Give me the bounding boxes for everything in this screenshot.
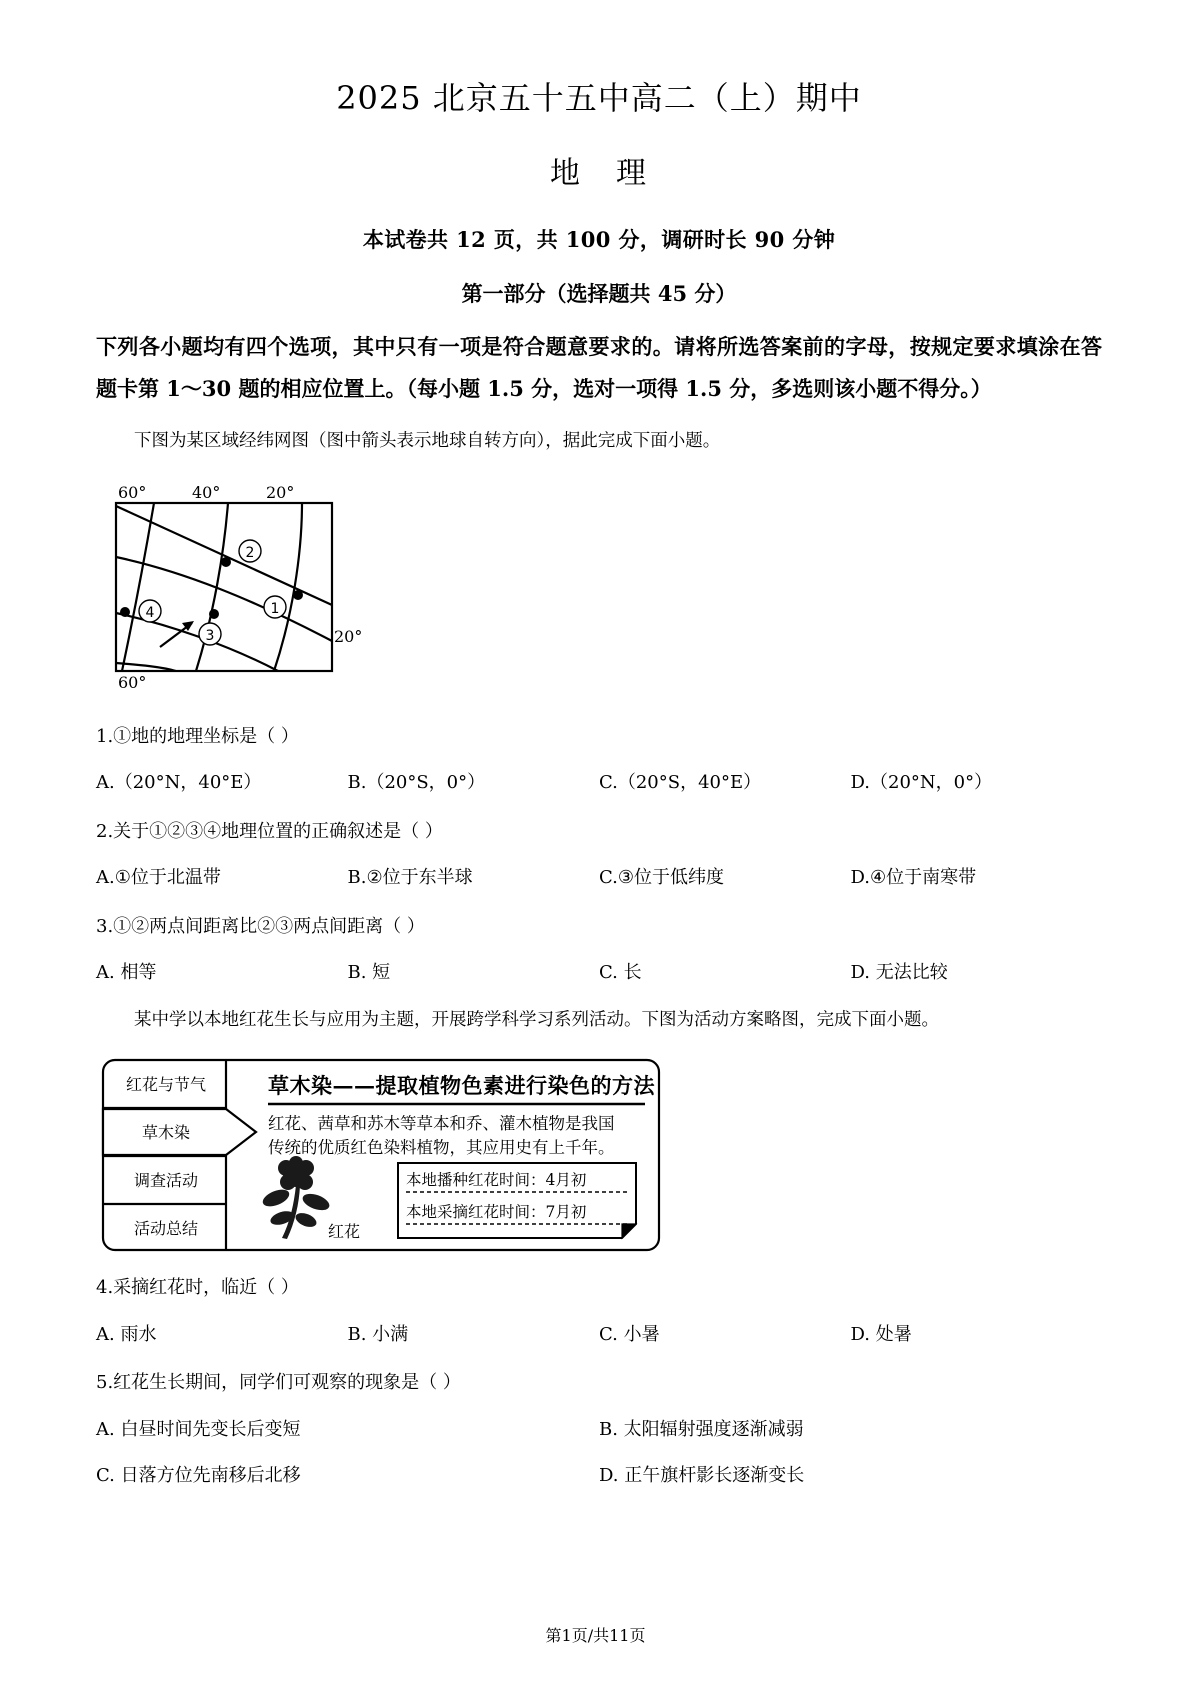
lat-label-60-bottom: 60° bbox=[118, 673, 147, 692]
lat-label-20-right: 20° bbox=[334, 627, 363, 646]
question-5-option-a[interactable]: A. 白昼时间先变长后变短 bbox=[96, 1418, 301, 1440]
point-4-label: 4 bbox=[145, 605, 155, 621]
subject-char-2: 理 bbox=[616, 156, 648, 191]
subject-title bbox=[96, 148, 1102, 192]
question-2-options bbox=[96, 862, 1102, 894]
question-4-option-c[interactable]: C. 小暑 bbox=[599, 1323, 660, 1345]
question-4-option-a[interactable]: A. 雨水 bbox=[96, 1323, 157, 1345]
question-1-options bbox=[96, 767, 1102, 799]
scheme-body-line-1: 红花、茜草和苏木等草本和乔、灌木植物是我国 bbox=[268, 1114, 615, 1134]
question-3-stem: 3.①②两点间距离比②③两点间距离（ ） bbox=[96, 915, 425, 937]
lon-label-60-top: 60° bbox=[118, 483, 147, 502]
question-4-stem: 4.采摘红花时，临近（ ） bbox=[96, 1277, 299, 1299]
subject-char-1: 地 bbox=[550, 156, 582, 191]
question-4-option-d[interactable]: D. 处暑 bbox=[850, 1323, 912, 1345]
note-harvest-time: 本地采摘红花时间：7月初 bbox=[406, 1203, 587, 1222]
question-1-option-b[interactable]: B.（20°S，0°） bbox=[347, 772, 486, 794]
question-3-options bbox=[96, 957, 1102, 989]
scheme-body-line-2: 传统的优质红色染料植物，其应用史有上千年。 bbox=[268, 1138, 615, 1158]
point-2-dot bbox=[221, 557, 231, 567]
question-5-stem: 5.红花生长期间，同学们可观察的现象是（ ） bbox=[96, 1372, 461, 1394]
lon-label-20-top: 20° bbox=[266, 483, 295, 502]
point-1-label: 1 bbox=[270, 601, 280, 617]
question-3-option-c[interactable]: C. 长 bbox=[599, 961, 642, 983]
sidebar-item-zongjie[interactable]: 活动总结 bbox=[133, 1219, 198, 1239]
question-5-options-row-2 bbox=[96, 1460, 1102, 1492]
question-5-option-b[interactable]: B. 太阳辐射强度逐渐减弱 bbox=[599, 1418, 804, 1440]
question-1-option-c[interactable]: C.（20°S，40°E） bbox=[599, 772, 762, 794]
question-5-options-row-1 bbox=[96, 1414, 1102, 1446]
instructions: 下列各小题均有四个选项，其中只有一项是符合题意要求的。请将所选答案前的字母，按规定要求填涂在答题卡第 1～30 题的相应位置上。（每小题 1.5 分，选对一项得 1.5 分，多选则该小题不得分。） bbox=[96, 334, 1102, 401]
exam-meta: 本试卷共 12 页，共 100 分，调研时长 90 分钟 bbox=[362, 227, 836, 252]
question-2-option-a[interactable]: A.①位于北温带 bbox=[96, 867, 221, 889]
point-3-dot bbox=[209, 609, 219, 619]
graticule-svg bbox=[102, 475, 362, 705]
question-1-option-d[interactable]: D.（20°N，0°） bbox=[850, 772, 993, 794]
passage-2: 某中学以本地红花生长与应用为主题，开展跨学科学习系列活动。下图为活动方案略图，完成下面小题。 bbox=[134, 1010, 939, 1031]
question-4-options bbox=[96, 1319, 1102, 1351]
question-3-option-d[interactable]: D. 无法比较 bbox=[850, 961, 948, 983]
question-2-option-b[interactable]: B.②位于东半球 bbox=[347, 867, 473, 889]
sidebar-item-diaocha[interactable]: 调查活动 bbox=[133, 1171, 198, 1191]
page-title: 2025 北京五十五中高二（上）期中 bbox=[336, 79, 862, 117]
point-4-dot bbox=[120, 607, 130, 617]
question-4-option-b[interactable]: B. 小满 bbox=[347, 1323, 409, 1345]
scheme-heading: 草木染——提取植物色素进行染色的方法 bbox=[268, 1073, 655, 1099]
figure-graticule bbox=[102, 475, 362, 705]
lon-label-40-top: 40° bbox=[192, 483, 221, 502]
plant-caption: 红花 bbox=[328, 1222, 361, 1242]
question-3-option-b[interactable]: B. 短 bbox=[347, 961, 391, 983]
note-planting-time: 本地播种红花时间：4月初 bbox=[406, 1171, 587, 1190]
sidebar-item-jieqi[interactable]: 红花与节气 bbox=[125, 1075, 206, 1095]
page-footer: 第1页/共11页 bbox=[545, 1626, 646, 1645]
question-2-stem: 2.关于①②③④地理位置的正确叙述是（ ） bbox=[96, 820, 443, 842]
point-1-dot bbox=[293, 590, 303, 600]
question-1-option-a[interactable]: A.（20°N，40°E） bbox=[96, 772, 262, 794]
point-2-label: 2 bbox=[245, 545, 255, 561]
question-2-option-c[interactable]: C.③位于低纬度 bbox=[599, 867, 724, 889]
question-5-option-c[interactable]: C. 日落方位先南移后北移 bbox=[96, 1464, 301, 1486]
question-5-option-d[interactable]: D. 正午旗杆影长逐渐变长 bbox=[599, 1464, 805, 1486]
question-2-option-d[interactable]: D.④位于南寒带 bbox=[850, 867, 977, 889]
page-content bbox=[96, 0, 1102, 1492]
part-title: 第一部分（选择题共 45 分） bbox=[461, 281, 737, 306]
point-3-label: 3 bbox=[205, 628, 215, 644]
question-3-option-a[interactable]: A. 相等 bbox=[96, 961, 157, 983]
figure-activity-scheme bbox=[100, 1056, 670, 1256]
question-1-stem: 1.①地的地理坐标是（ ） bbox=[96, 726, 299, 747]
passage-1: 下图为某区域经纬网图（图中箭头表示地球自转方向），据此完成下面小题。 bbox=[134, 431, 721, 451]
sidebar-item-caomuran[interactable]: 草木染 bbox=[141, 1123, 190, 1143]
